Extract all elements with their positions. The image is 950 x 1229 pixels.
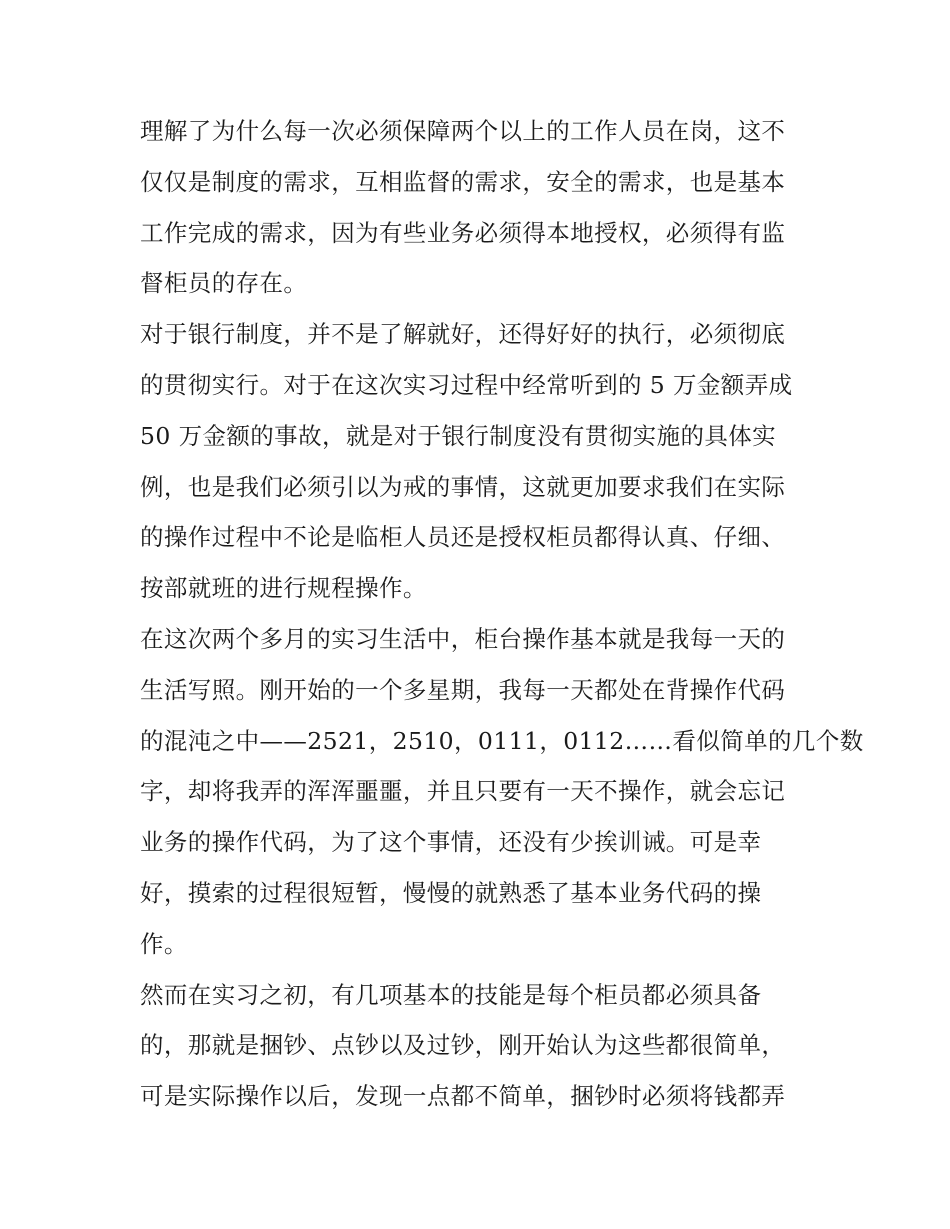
text-line: 工作完成的需求，因为有些业务必须得本地授权，必须得有监 [140,218,786,247]
text-line: 50 万金额的事故，就是对于银行制度没有贯彻实施的具体实 [140,421,777,450]
text-line: 作。 [140,929,188,958]
paragraph [140,975,820,1127]
document-body [140,111,864,1127]
paragraph [140,619,864,975]
text-line: 的贯彻实行。对于在这次实习过程中经常听到的 5 万金额弄成 [140,370,793,399]
paragraph [140,314,820,619]
text-line: 的操作过程中不论是临柜人员还是授权柜员都得认真、仔细、 [140,523,786,552]
text-line: 对于银行制度，并不是了解就好，还得好好的执行，必须彻底 [140,320,786,349]
text-line: 在这次两个多月的实习生活中，柜台操作基本就是我每一天的 [140,624,786,653]
text-line: 好，摸索的过程很短暂，慢慢的就熟悉了基本业务代码的操 [140,878,762,907]
text-line: 理解了为什么每一次必须保障两个以上的工作人员在岗，这不 [140,117,786,145]
text-line: 字，却将我弄的浑浑噩噩，并且只要有一天不操作，就会忘记 [140,777,786,806]
text-line: 例，也是我们必须引以为戒的事情，这就更加要求我们在实际 [140,472,786,501]
text-line: 业务的操作代码，为了这个事情，还没有少挨训诫。可是幸 [140,828,762,857]
text-line: 然而在实习之初，有几项基本的技能是每个柜员都必须具备 [140,980,762,1009]
text-line: 的混沌之中——2521，2510，0111，0112……看似简单的几个数 [140,726,864,755]
text-line: 的，那就是捆钞、点钞以及过钞，刚开始认为这些都很简单， [140,1031,786,1060]
text-line: 督柜员的存在。 [140,269,308,298]
text-line: 按部就班的进行规程操作。 [140,574,427,603]
text-line: 生活写照。刚开始的一个多星期，我每一天都处在背操作代码 [140,675,786,704]
text-line: 仅仅是制度的需求，互相监督的需求，安全的需求，也是基本 [140,167,786,196]
paragraph [140,111,820,314]
text-line: 可是实际操作以后，发现一点都不简单，捆钞时必须将钱都弄 [140,1082,786,1111]
